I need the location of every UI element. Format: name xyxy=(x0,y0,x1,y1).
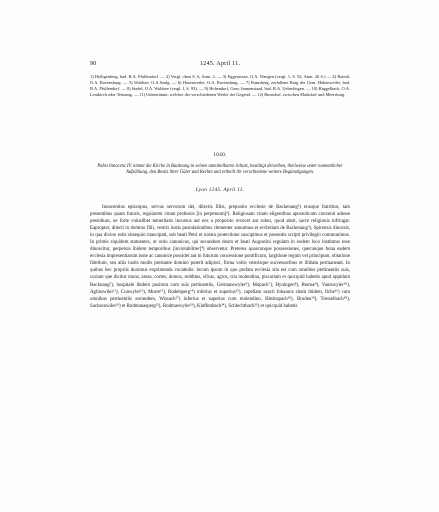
page-number: 90 xyxy=(90,60,97,67)
body-paragraph: Innocentius episcopus, servus servorum dei, dilectis filiis, preposito ecclesie de Backenang¹) eiusque fratribus, tam presentibus quam futuris, regularem vitam professis [in perpetuum]²). Religiosam vitam eligentibus apostolicum convenit adesse presidium, ne forte cuiuslibet temeritatis incursus aut eos a proposito revocet aut robur, quod absit, sacre religionis infringat. Eapropter, dilecti in domino filii, vestris iustis postulationibus clementer annuimus et ecclesiam de Backenang³), Spirensis diocesis, in qua divino estis obsequio mancipati, sub beati Petri et nostra protectione suscipimus et presentis scripti privilegio communimus. In primis siquidem statuentes, ut ordo canonicus, qui secundum deum et beati Augustini regulam in eodem loco institutus esse dinoscitur, perpetuis ibidem temporibus [inviolabiliter]⁴) observetur. Preterea quascunque possessiones, quecunque bona eadem ecclesia impresentiarum iuste ac canonice possidet aut in futurum concessione pontificum, largitione regum vel principum, oblatione fidelium, seu aliis iustis modis prestante domino poterit adipisci, firma vobis vestrisque successoribus et illibata permaneant. In quibus hec propriis duximus exprimenda vocabulis: locum ipsum in quo prefata ecclesia sita est cum omnibus pertinentiis suis, curiam que dicitur mons, areas, cortes, domos, redditus, silvas, agros, tria molendina, piscariam et quicquid habetis apud oppidum Backnang⁵), hospitale ibidem positum cum suis pertinentiis, Germanswyler⁶), Mupach⁷), Hyningen⁸), Remse⁹), Vautswyler¹⁰), Aglinswiler¹¹), Conwyler¹²), Murre¹³), Rodelsperg¹⁴) inferius et superius¹⁵), capellam sancti Iohannis sitam ibidem, Ilche¹⁶) cum omnibus pertinentiis eorundem, Wissach¹⁷) inferius et superius cum molendino, Hittinspach¹⁸), Bruden¹⁹), Tresselbach²⁰), Sachsenwiler²¹) et Rodmanasperg²²), Rodmaswyler²³), Klaffenbach²⁴), Schlechtbach²⁵) et quicquid habetis xyxy=(90,205,350,309)
document-number: 1040. xyxy=(213,152,227,158)
document-body xyxy=(90,204,350,310)
document-summary: Pabst Innocenz IV. nimmt die Kirche in Backnang in seinen unmittelbaren Schutz, bestätigt derselben, theilweise unter namentlicher Aufzählung, den Besitz ihrer Güter und Rechte und ertheilt ihr verschiedene weitere Begünstigungen. xyxy=(97,164,343,176)
footnotes xyxy=(90,74,350,98)
footnote-paragraph: 1) Heiligenberg, bad. B.A. Pfullendorf. — 2) Vergl. oben S. 6, Anm. 2. — 3) Eggenroute, O.A. Wangen (vergl. 1, S. 92, Anm. 26 S.) — 4) Baindt, O.A. Ravensburg. — 5) Waldsee, O.A.Saulg. — 6) Hasenweiler, O.A. Ravensburg. — 7) Ramsberg, zerfallene Burg der Gem. Haltenweiler, bad. B.A. Pfullendorf. — 8) Stadel, O.A. Waldsee (vergl. I, S. 93). — 9) Hohendorf, Gem. Immenstaad, bad. B.A. Ueberlingen. — 10) Haggelbach, O.A. Leutkirch oder Tettnang. — 11) Unbestimmt, welcher der verschiedenen Weiler der Gegend. — 12) Bimsdorf, zwischen Markdorf und Meersburg. xyxy=(90,74,350,98)
page-header xyxy=(90,60,350,70)
running-title: 1245. April 11. xyxy=(199,60,241,67)
dateline: Lyon 1245. April 11. xyxy=(195,187,245,193)
